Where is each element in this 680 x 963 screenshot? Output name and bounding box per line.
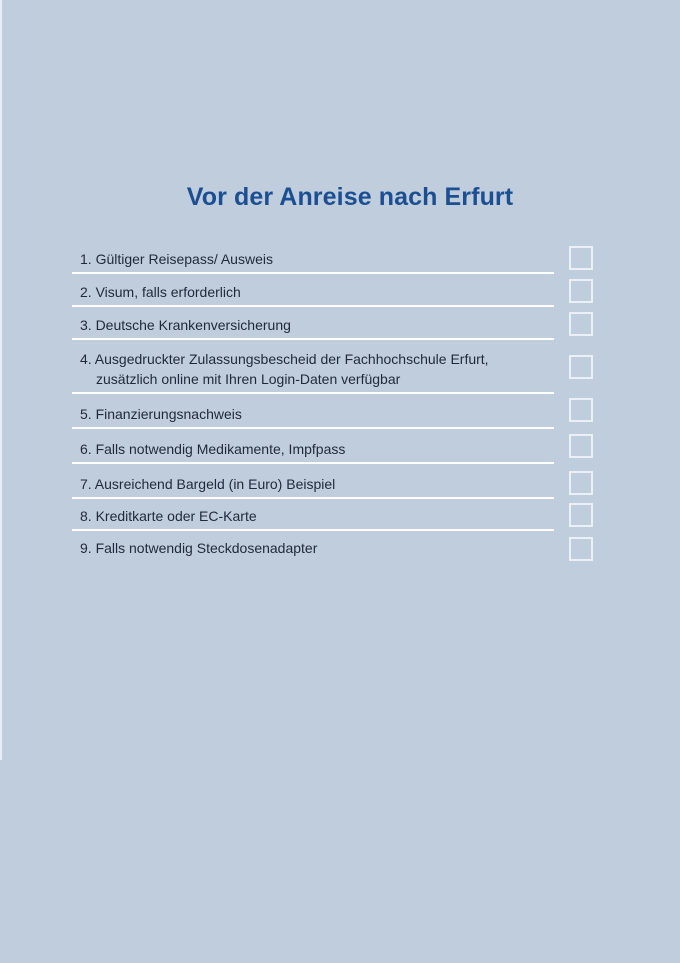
checkbox[interactable]	[569, 537, 593, 561]
checklist-item-1	[72, 240, 602, 274]
page-title: Vor der Anreise nach Erfurt	[186, 182, 514, 211]
checklist-item-text	[72, 240, 554, 274]
checklist-item-text	[72, 394, 554, 429]
checklist-item-8	[72, 499, 602, 531]
checkbox[interactable]	[569, 279, 593, 303]
checklist-item-label-continued: zusätzlich online mit Ihren Login-Daten verfügbar	[96, 371, 401, 387]
checklist-item-6	[72, 429, 602, 464]
checklist-item-7	[72, 464, 602, 499]
checklist-item-text	[72, 429, 554, 464]
checklist-item-text	[72, 274, 554, 307]
checklist-item-text	[72, 307, 554, 340]
checklist-item-4	[72, 340, 602, 394]
checklist-item-label: 2. Visum, falls erforderlich	[80, 284, 241, 300]
page-edge-shadow	[0, 0, 2, 760]
checklist-item-5	[72, 394, 602, 429]
checklist-item-text	[72, 340, 554, 394]
checklist-item-9	[72, 531, 602, 563]
checklist-item-text	[72, 464, 554, 499]
checklist-item-label: 9. Falls notwendig Steckdosenadapter	[80, 540, 318, 556]
checklist-item-label: 4. Ausgedruckter Zulassungsbescheid der Fachhochschule Erfurt,	[80, 351, 489, 367]
checklist-item-label: 8. Kreditkarte oder EC-Karte	[80, 508, 257, 524]
checkbox[interactable]	[569, 312, 593, 336]
checklist	[72, 240, 602, 563]
checklist-item-label: 7. Ausreichend Bargeld (in Euro) Beispiel	[80, 476, 336, 492]
checkbox[interactable]	[569, 246, 593, 270]
checklist-item-3	[72, 307, 602, 340]
checkbox[interactable]	[569, 434, 593, 458]
checkbox[interactable]	[569, 355, 593, 379]
checkbox[interactable]	[569, 503, 593, 527]
checkbox[interactable]	[569, 471, 593, 495]
checklist-item-2	[72, 274, 602, 307]
checklist-item-label: 5. Finanzierungsnachweis	[80, 406, 242, 422]
checklist-item-text	[72, 499, 554, 531]
checkbox[interactable]	[569, 398, 593, 422]
checklist-item-text	[72, 531, 554, 563]
checklist-item-label: 3. Deutsche Krankenversicherung	[80, 317, 291, 333]
checklist-item-label: 1. Gültiger Reisepass/ Ausweis	[80, 251, 273, 267]
checklist-item-label: 6. Falls notwendig Medikamente, Impfpass	[80, 441, 346, 457]
